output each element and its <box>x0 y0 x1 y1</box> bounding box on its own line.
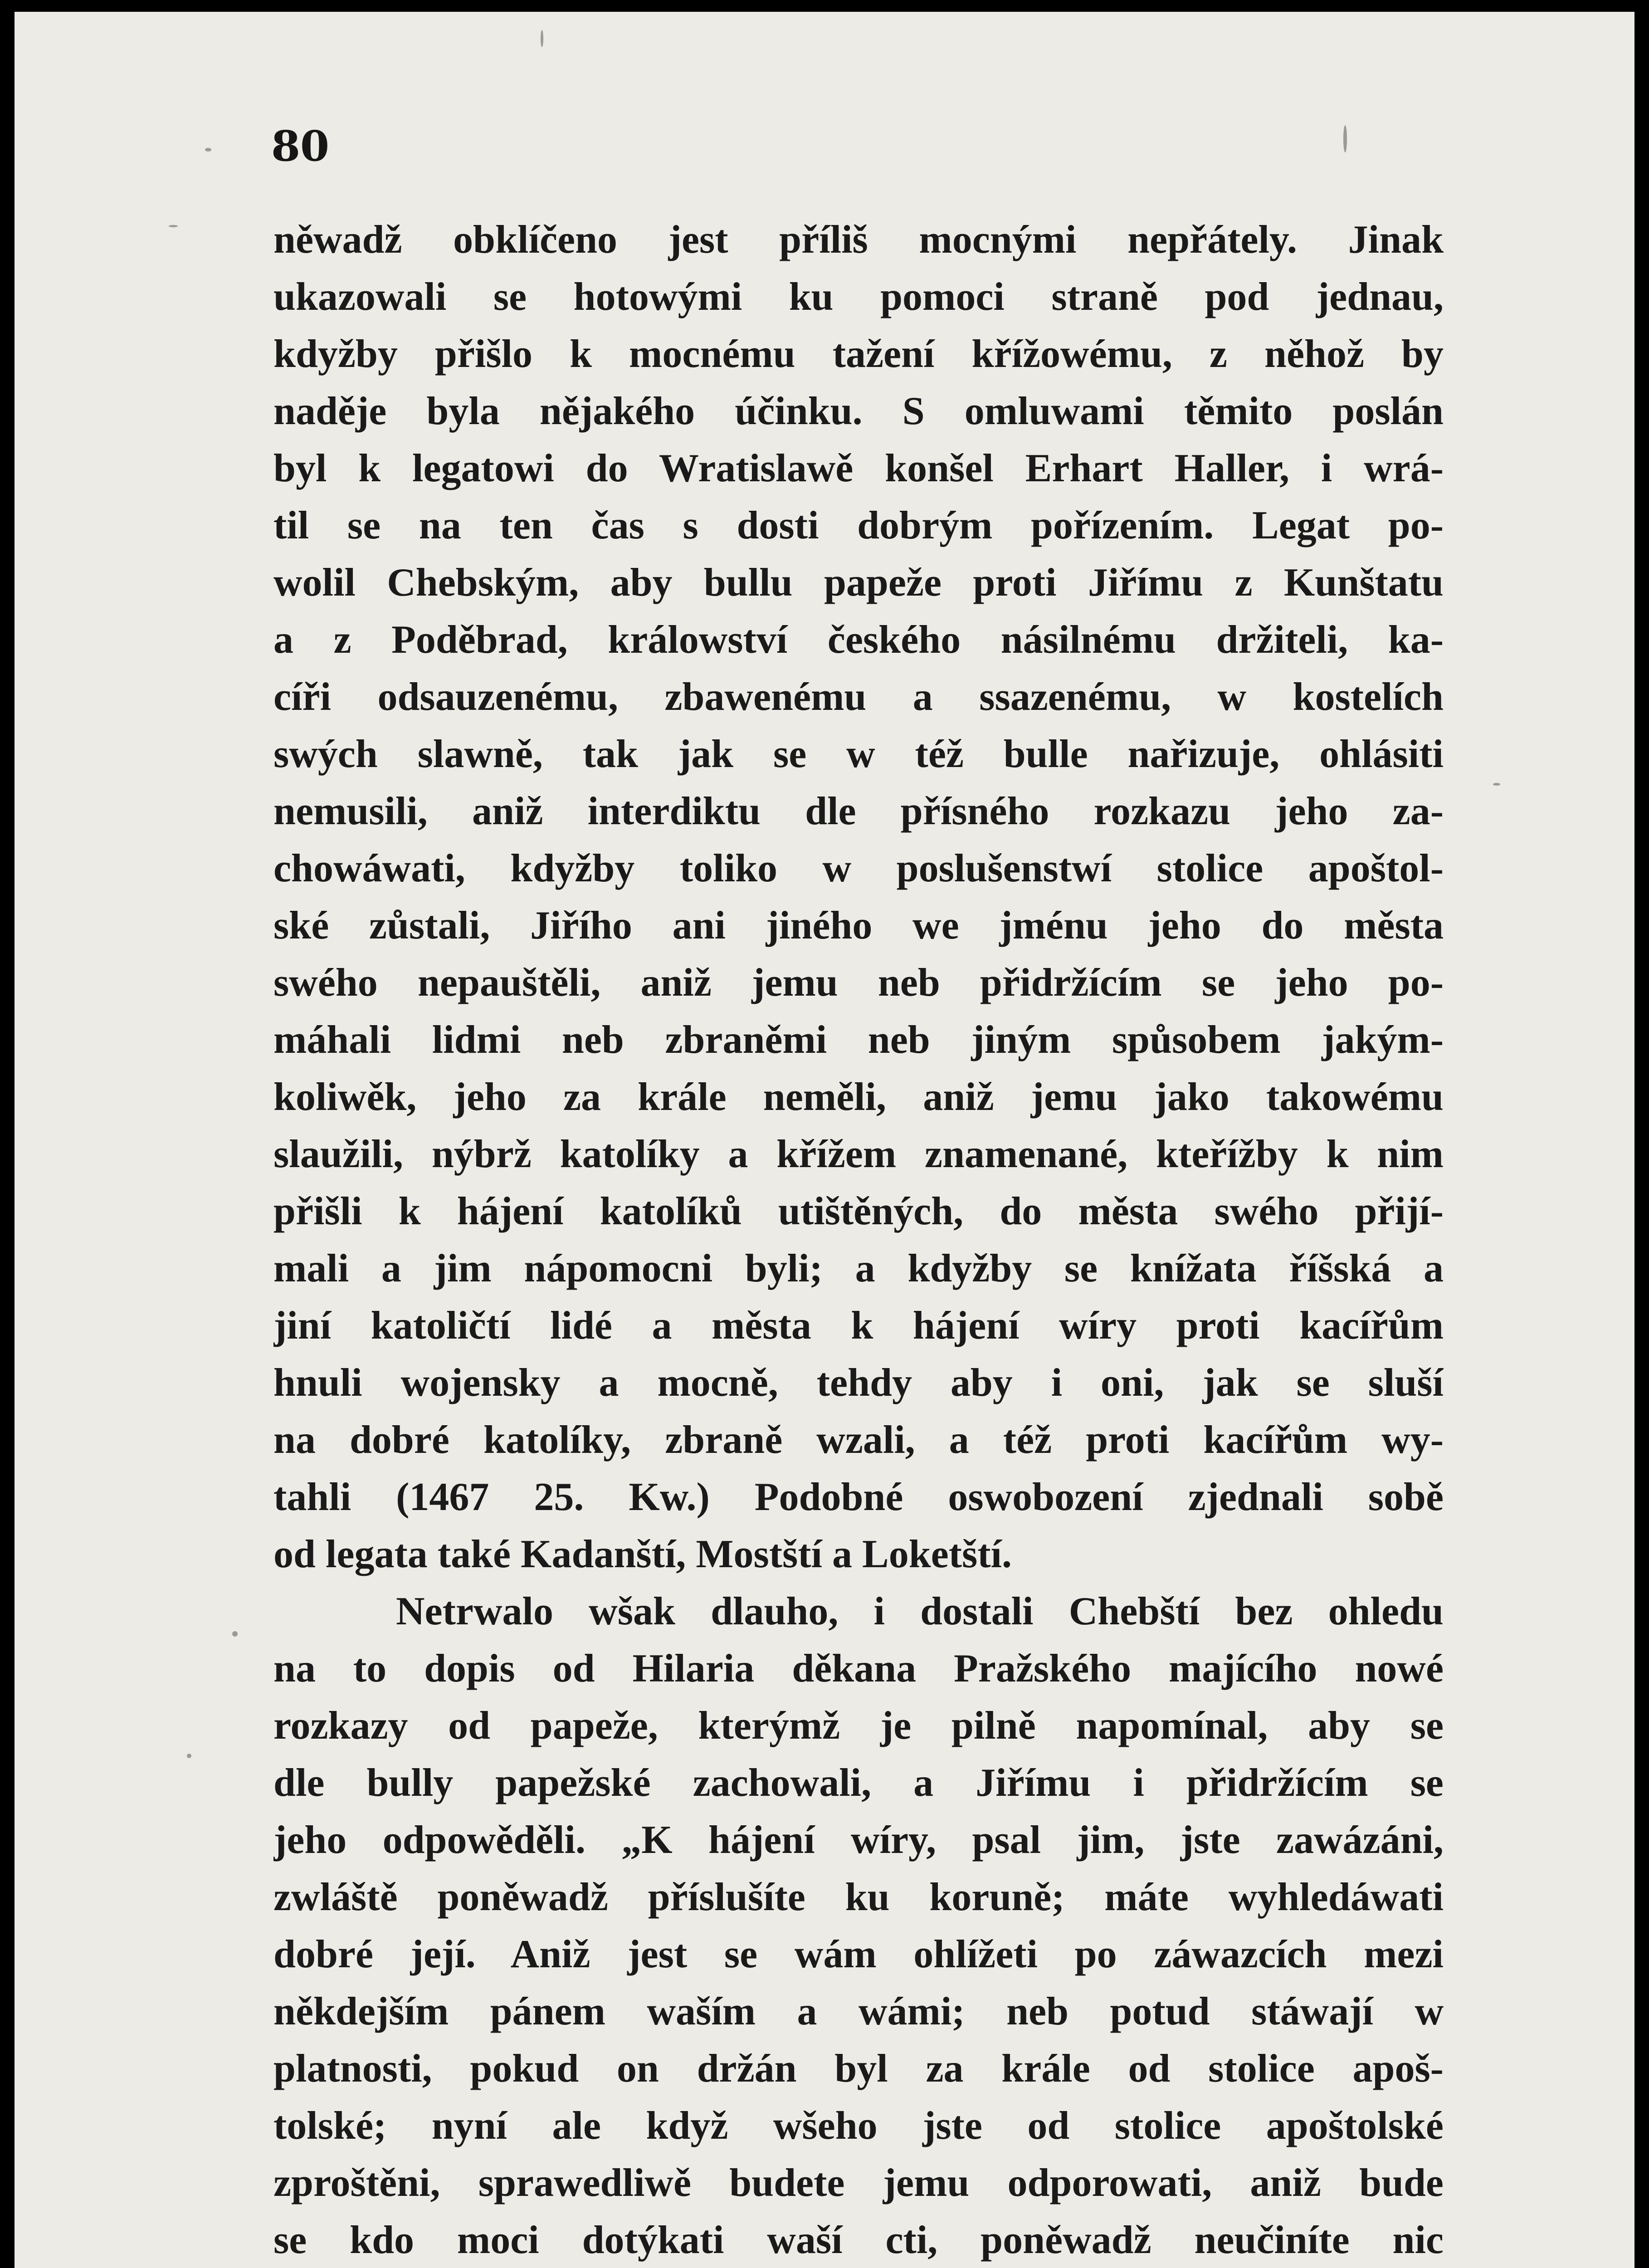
text-line: til se na ten čas s dosti dobrým pořízením. Legat po- <box>273 503 1444 547</box>
text-line: přišli k hájení katolíků utištěných, do města swého přijí- <box>273 1189 1444 1233</box>
page-number: 80 <box>271 122 330 171</box>
text-line: swých slawně, tak jak se w též bulle nařizuje, ohlásiti <box>273 732 1444 776</box>
text-line: koliwěk, jeho za krále neměli, aniž jemu jako takowému <box>273 1075 1444 1119</box>
text-line: se kdo moci dotýkati waší cti, poněwadž neučiníte nic <box>273 2218 1444 2262</box>
text-line: zwláště poněwadž příslušíte ku koruně; máte wyhledáwati <box>273 1875 1444 1919</box>
scan-speck <box>169 225 178 227</box>
text-line: chowáwati, kdyžby toliko w poslušenstwí stolice apoštol- <box>273 846 1444 890</box>
text-line: rozkazy od papeže, kterýmž je pilně napomínal, aby se <box>273 1704 1444 1748</box>
text-line: byl k legatowi do Wratislawě konšel Erhart Haller, i wrá- <box>273 446 1444 490</box>
text-line: něwadž obklíčeno jest příliš mocnými nepřátely. Jinak <box>273 218 1444 262</box>
text-line: na dobré katolíky, zbraně wzali, a též proti kacířům wy- <box>273 1418 1444 1462</box>
text-line: od legata také Kadanští, Mostští a Loketští. <box>273 1532 1012 1576</box>
text-line: naděje byla nějakého účinku. S omluwami těmito poslán <box>273 389 1444 433</box>
text-line: dobré její. Aniž jest se wám ohlížeti po záwazcích mezi <box>273 1932 1444 1976</box>
text-line: mali a jim nápomocni byli; a kdyžby se knížata říšská a <box>273 1246 1444 1290</box>
text-line: wolil Chebským, aby bullu papeže proti Jiřímu z Kunštatu <box>273 561 1444 605</box>
text-line: máhali lidmi neb zbraněmi neb jiným spůsobem jakým- <box>273 1018 1444 1062</box>
text-line: ské zůstali, Jiřího ani jiného we jménu jeho do města <box>273 904 1444 948</box>
text-line: tahli (1467 25. Kw.) Podobné oswobození zjednali sobě <box>273 1475 1444 1519</box>
scan-speck <box>1493 783 1500 786</box>
text-line: tolské; nyní ale když wšeho jste od stolice apoštolské <box>273 2104 1444 2148</box>
text-line: dle bully papežské zachowali, a Jiřímu i přidržícím se <box>273 1761 1444 1805</box>
text-line: jeho odpowěděli. „K hájení wíry, psal jim, jste zawázáni, <box>273 1818 1444 1862</box>
text-line: nemusili, aniž interdiktu dle přísného rozkazu jeho za- <box>273 789 1444 833</box>
text-line: cíři odsauzenému, zbawenému a ssazenému, w kostelích <box>273 675 1444 719</box>
scan-speck <box>541 30 543 47</box>
text-line: swého nepauštěli, aniž jemu neb přidržícím se jeho po- <box>273 961 1444 1005</box>
scan-speck <box>1343 125 1347 152</box>
text-line: zproštěni, sprawedliwě budete jemu odporowati, aniž bude <box>273 2161 1444 2205</box>
body-text <box>273 211 1444 2268</box>
text-line: někdejším pánem waším a wámi; neb potud stáwají w <box>273 1989 1444 2033</box>
scan-speck <box>232 1631 238 1637</box>
text-line: hnuli wojensky a mocně, tehdy aby i oni, jak se sluší <box>273 1361 1444 1405</box>
text-line: ukazowali se hotowými ku pomoci straně pod jednau, <box>273 275 1444 319</box>
scan-speck <box>187 1754 191 1758</box>
text-line: slaužili, nýbrž katolíky a křížem znamenané, kteřížby k nim <box>273 1132 1444 1176</box>
text-line: na to dopis od Hilaria děkana Pražského majícího nowé <box>273 1647 1444 1691</box>
text-line: a z Poděbrad, králowství českého násilnému držiteli, ka- <box>273 618 1444 662</box>
text-line-paragraph-start: Netrwalo wšak dlauho, i dostali Chebští bez ohledu <box>396 1589 1444 1633</box>
text-line: kdyžby přišlo k mocnému tažení křížowému, z něhož by <box>273 332 1444 376</box>
text-line: jiní katoličtí lidé a města k hájení wíry proti kacířům <box>273 1304 1444 1348</box>
text-line: platnosti, pokud on držán byl za krále od stolice apoš- <box>273 2047 1444 2091</box>
scan-speck <box>205 148 211 152</box>
book-page <box>15 12 1634 2268</box>
